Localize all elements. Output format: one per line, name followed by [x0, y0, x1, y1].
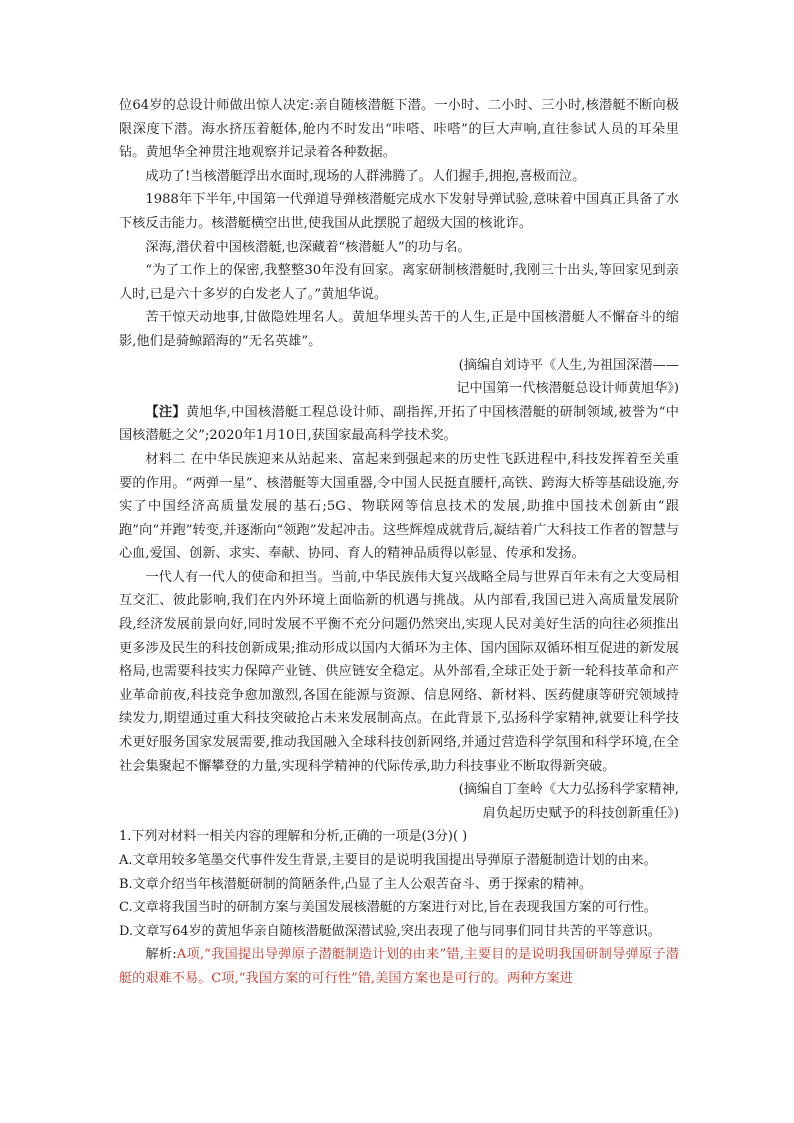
- note-tag: 【注】: [145, 404, 186, 420]
- m1-paragraph-4: 深海,潜伏着中国核潜艇,也深藏着“核潜艇人”的功与名。: [145, 239, 471, 255]
- m1-paragraph-6: 苦干惊天动地事,甘做隐姓埋名人。黄旭华埋头苦干的人生,正是中国核潜艇人不懈奋斗的缩影,他们是骑鲸蹈海的“无名英雄”。: [119, 310, 679, 349]
- m2-source: [119, 778, 679, 825]
- analysis-label: 解析:: [145, 947, 177, 963]
- option-b: B.文章介绍当年核潜艇研制的简陋条件,凸显了主人公艰苦奋斗、勇于探索的精神。: [119, 876, 592, 892]
- m1-source-line-1: (摘编自刘诗平《人生,为祖国深潜——: [458, 357, 679, 373]
- m1-source-line-2: 记中国第一代核潜艇总设计师黄旭华》): [456, 381, 679, 397]
- m1-paragraph-1: 位64岁的总设计师做出惊人决定:亲自随核潜艇下潜。一小时、二小时、三小时,核潜艇不断向极限深度下潜。海水挤压着艇体,舱内不时发出“咔嗒、咔嗒”的巨大声响,直往参试人员的耳朵里钻。黄旭华全神贯注地观察并记录着各种数据。: [119, 98, 679, 161]
- m1-paragraph-3: 1988年下半年,中国第一代弹道导弹核潜艇完成水下发射导弹试验,意味着中国真正具备了水下核反击能力。核潜艇横空出世,使我国从此摆脱了超级大国的核讹诈。: [119, 192, 679, 231]
- option-a: A.文章用较多笔墨交代事件发生背景,主要目的是说明我国提出导弹原子潜艇制造计划的由来。: [119, 853, 657, 868]
- m1-paragraph-2: 成功了!当核潜艇浮出水面时,现场的人群沸腾了。人们握手,拥抱,喜极而泣。: [145, 168, 586, 184]
- question-stem: 1.下列对材料一相关内容的理解和分析,正确的一项是(3分)( ): [119, 829, 468, 845]
- m2-paragraph-1: 材料二 在中华民族迎来从站起来、富起来到强起来的历史性飞跃进程中,科技发挥着至关重要的作用。“两弹一星”、核潜艇等大国重器,令中国人民挺直腰杆,高铁、跨海大桥等基础设施,夯实了中国经济高质量发展的基石;5G、物联网等信息技术的发展,助推中国技术创新由“跟跑”向“并跑”转变,并逐渐向“领跑”发起冲击。这些辉煌成就背后,凝结着广大科技工作者的智慧与心血,爱国、创新、求实、奉献、协同、育人的精神品质得以彰显、传承和发扬。: [119, 451, 679, 562]
- option-d: D.文章写64岁的黄旭华亲自随核潜艇做深潜试验,突出表现了他与同事们同甘共苦的平等意识。: [119, 923, 661, 939]
- m2-source-line-1: (摘编自丁奎岭《大力弘扬科学家精神,: [458, 782, 679, 798]
- document-page: [119, 94, 679, 991]
- m1-note: [119, 401, 679, 448]
- m1-source: [119, 354, 679, 401]
- m2-paragraph-2: 一代人有一代人的使命和担当。当前,中华民族伟大复兴战略全局与世界百年未有之大变局相互交汇、彼此影响,我们在内外环境上面临新的机遇与挑战。从内部看,我国已进入高质量发展阶段,经济发展前景向好,同时发展不平衡不充分问题仍然突出,实现人民对美好生活的向往必须推出更多涉及民生的科技创新成果;推动形成以国内大循环为主体、国内国际双循环相互促进的新发展格局,也需要科技实力保障产业链、供应链安全稳定。从外部看,全球正处于新一轮科技革命和产业革命前夜,科技竞争愈加激烈,各国在能源与资源、信息网络、新材料、医药健康等研究领域持续发力,期望通过重大科技突破抢占未来发展制高点。在此背景下,弘扬科学家精神,就要让科学技术更好服务国家发展需要,推动我国融入全球科技创新网络,并通过营造科学氛围和科学环境,在全社会集聚起不懈攀登的力量,实现科学精神的代际传承,助力科技事业不断取得新突破。: [119, 569, 679, 774]
- option-c: C.文章将我国当时的研制方案与美国发展核潜艇的方案进行对比,旨在表现我国方案的可行性。: [119, 900, 657, 916]
- m2-source-line-2: 肩负起历史赋予的科技创新重任》): [482, 805, 679, 821]
- analysis: [119, 943, 679, 990]
- note-text: 黄旭华,中国核潜艇工程总设计师、副指挥,开拓了中国核潜艇的研制领域,被誉为“中国核潜艇之父”;2020年1月10日,获国家最高科学技术奖。: [119, 404, 679, 444]
- analysis-text: A项,“我国提出导弹原子潜艇制造计划的由来”错,主要目的是说明我国研制导弹原子潜艇的艰难不易。C项,“我国方案的可行性”错,美国方案也是可行的。两种方案进: [119, 947, 679, 986]
- m1-paragraph-5: “为了工作上的保密,我整整30年没有回家。离家研制核潜艇时,我刚三十出头,等回家见到亲人时,已是六十多岁的白发老人了。”黄旭华说。: [119, 263, 679, 302]
